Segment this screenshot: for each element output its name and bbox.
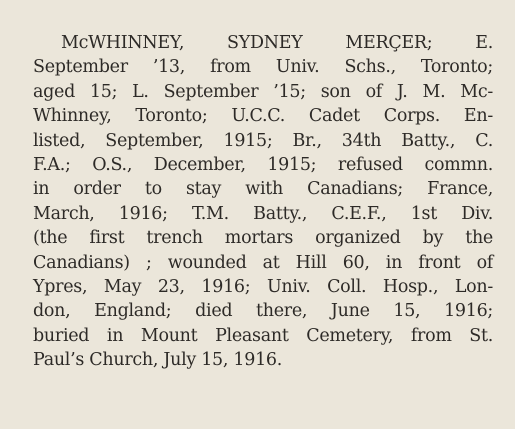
entry-line-14: Paul’s Church, July 15, 1916. xyxy=(33,350,283,371)
biographical-entry xyxy=(33,31,493,372)
entry-line-2: September ’13, from Univ. Schs., Toronto; xyxy=(33,57,493,78)
entry-line-3: aged 15; L. September ’15; son of J. M. Mc- xyxy=(33,81,493,102)
entry-line-7: in order to stay with Canadians; France, xyxy=(33,179,493,200)
entry-line-1: McWHINNEY, SYDNEY MERÇER; E. xyxy=(61,33,493,53)
entry-line-10: Canadians) ; wounded at Hill 60, in front of xyxy=(33,252,493,273)
entry-line-12: don, England; died there, June 15, 1916; xyxy=(33,301,493,322)
entry-line-11: Ypres, May 23, 1916; Univ. Coll. Hosp., Lon- xyxy=(33,276,493,297)
entry-line-13: buried in Mount Pleasant Cemetery, from St. xyxy=(33,325,493,346)
entry-line-5: listed, September, 1915; Br., 34th Batty., C. xyxy=(33,130,493,151)
entry-line-4: Whinney, Toronto; U.C.C. Cadet Corps. En- xyxy=(33,106,493,127)
entry-line-6: F.A.; O.S., December, 1915; refused commn. xyxy=(33,154,493,175)
entry-line-8: March, 1916; T.M. Batty., C.E.F., 1st Div. xyxy=(33,203,493,224)
entry-line-9: (the first trench mortars organized by the xyxy=(33,228,493,249)
